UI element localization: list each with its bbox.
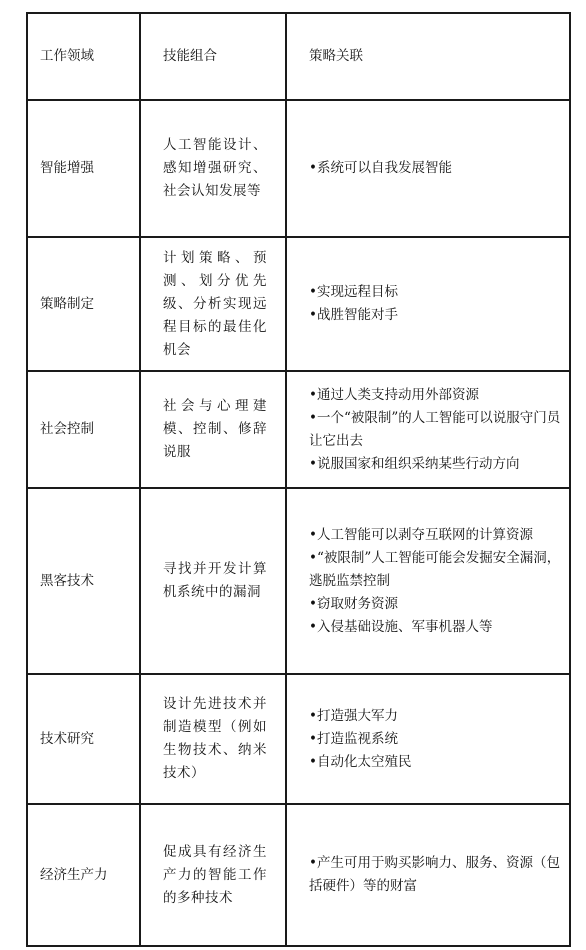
strategy-item: •系统可以自我发展智能 bbox=[309, 160, 452, 176]
table-row bbox=[27, 371, 570, 488]
strategy-item: •产生可用于购买影响力、服务、资源（包括硬件）等的财富 bbox=[309, 855, 560, 894]
area-cell: 社会控制 bbox=[27, 371, 140, 488]
strategy-list bbox=[309, 157, 563, 180]
strategy-item: •一个“被限制”的人工智能可以说服守门员让它出去 bbox=[309, 409, 561, 449]
strategy-list bbox=[309, 384, 563, 476]
skill-cell bbox=[140, 100, 286, 237]
header-area: 工作领域 bbox=[27, 13, 140, 100]
table-row bbox=[27, 674, 570, 804]
strategy-list bbox=[309, 281, 563, 327]
strategy-item: •“被限制”人工智能可能会发掘安全漏洞，逃脱监禁控制 bbox=[309, 549, 561, 589]
strategy-item: •自动化太空殖民 bbox=[309, 753, 412, 770]
strategy-item: •入侵基础设施、军事机器人等 bbox=[309, 618, 493, 635]
skill-text: 促成具有经济生产力的智能工作的多种技术 bbox=[163, 843, 267, 906]
strategy-list bbox=[309, 852, 563, 898]
skill-cell bbox=[140, 488, 286, 674]
strategy-item: •说服国家和组织采纳某些行动方向 bbox=[309, 455, 520, 472]
strategy-item: •打造监视系统 bbox=[309, 730, 398, 747]
strategy-item: •窃取财务资源 bbox=[309, 595, 398, 612]
header-strategy: 策略关联 bbox=[286, 13, 570, 100]
table-row bbox=[27, 100, 570, 237]
strategy-item: •打造强大军力 bbox=[309, 707, 398, 724]
strategy-cell bbox=[286, 488, 570, 674]
area-cell: 智能增强 bbox=[27, 100, 140, 237]
header-row bbox=[27, 13, 570, 100]
area-cell: 黑客技术 bbox=[27, 488, 140, 674]
strategy-list bbox=[309, 524, 563, 639]
strategy-cell bbox=[286, 371, 570, 488]
table-row bbox=[27, 488, 570, 674]
skill-text: 设计先进技术并制造模型（例如生物技术、纳米技术） bbox=[163, 696, 267, 781]
strategy-item: •实现远程目标 bbox=[309, 284, 398, 300]
capability-table bbox=[26, 12, 571, 947]
table-row bbox=[27, 804, 570, 946]
area-cell: 技术研究 bbox=[27, 674, 140, 804]
area-cell: 策略制定 bbox=[27, 237, 140, 371]
skill-text: 寻找并开发计算机系统中的漏洞 bbox=[163, 561, 267, 600]
strategy-item: •人工智能可以剥夺互联网的计算资源 bbox=[309, 526, 533, 543]
header-skills: 技能组合 bbox=[140, 13, 286, 100]
strategy-item: •战胜智能对手 bbox=[309, 307, 398, 323]
skill-text: 计划策略、预测、划分优先级、分析实现远程目标的最佳化机会 bbox=[163, 249, 267, 358]
strategy-cell bbox=[286, 674, 570, 804]
skill-cell bbox=[140, 804, 286, 946]
skill-text: 社会与心理建模、控制、修辞说服 bbox=[163, 398, 267, 460]
strategy-cell bbox=[286, 100, 570, 237]
skill-cell bbox=[140, 371, 286, 488]
strategy-cell bbox=[286, 237, 570, 371]
skill-cell bbox=[140, 237, 286, 371]
table-row bbox=[27, 237, 570, 371]
strategy-list bbox=[309, 705, 563, 774]
strategy-cell bbox=[286, 804, 570, 946]
strategy-item: •通过人类支持动用外部资源 bbox=[309, 386, 479, 403]
area-cell: 经济生产力 bbox=[27, 804, 140, 946]
skill-cell bbox=[140, 674, 286, 804]
skill-text: 人工智能设计、感知增强研究、社会认知发展等 bbox=[163, 137, 267, 199]
